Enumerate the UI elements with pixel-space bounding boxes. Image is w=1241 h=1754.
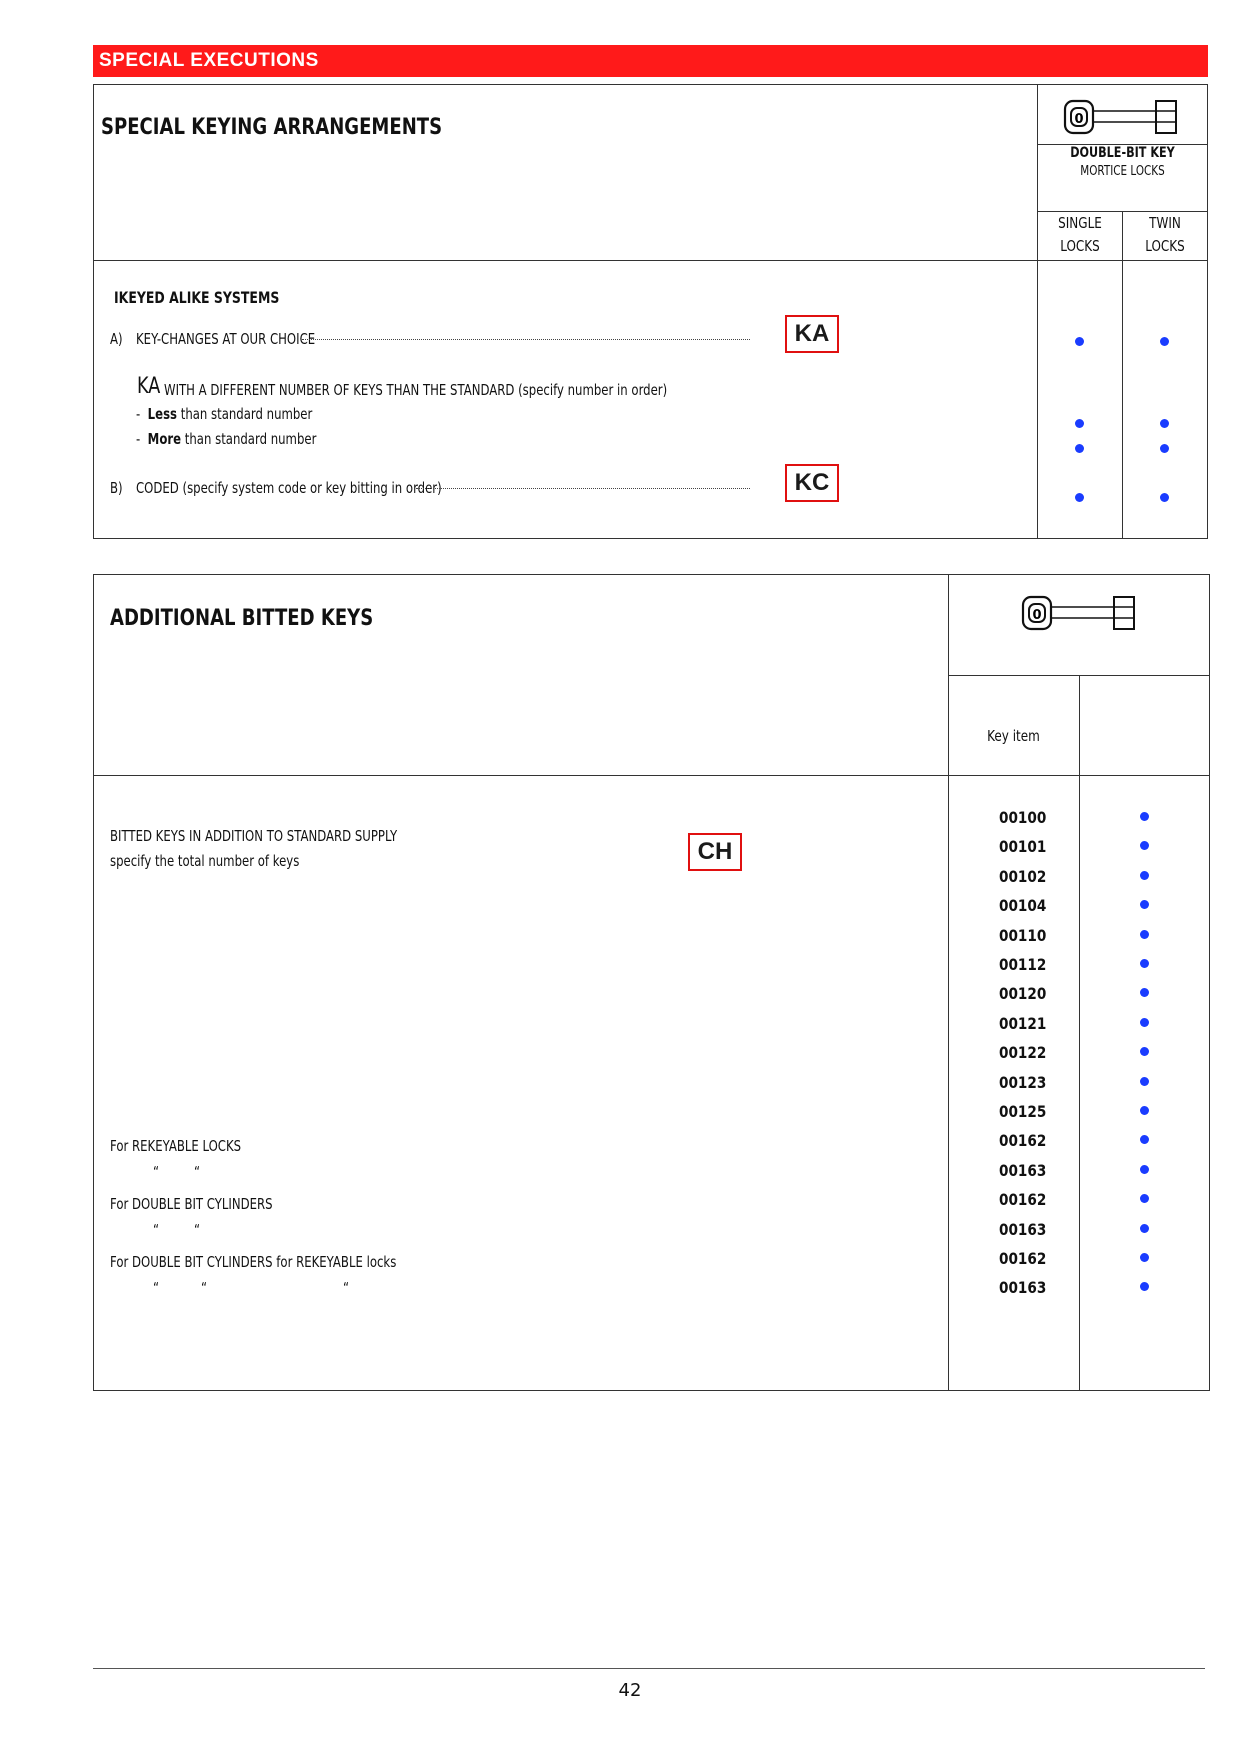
availability-dot: [1075, 419, 1084, 428]
svg-text:0: 0: [1074, 112, 1084, 127]
key-item-code: 00120: [999, 984, 1047, 1003]
footer-divider: [93, 1668, 1205, 1669]
code-box-ka: KA: [785, 315, 839, 353]
ditto-mark: “: [201, 1279, 208, 1297]
availability-dot: [1075, 337, 1084, 346]
section-title: IKEYED ALIKE SYSTEMS: [114, 288, 280, 307]
key-item-code: 00101: [999, 837, 1047, 856]
less-text: than standard number: [180, 405, 313, 423]
availability-dot: [1160, 444, 1169, 453]
ditto-mark: “: [153, 1279, 160, 1297]
ditto-mark: “: [153, 1221, 160, 1239]
availability-dot: [1140, 841, 1149, 850]
availability-dot: [1075, 444, 1084, 453]
bitted-desc-line2: specify the total number of keys: [110, 852, 300, 870]
key-type: DOUBLE-BIT KEY: [1070, 145, 1175, 161]
availability-dot: [1075, 493, 1084, 502]
availability-dot: [1140, 1282, 1149, 1291]
key-item-code: 00163: [999, 1161, 1047, 1180]
availability-dot: [1140, 812, 1149, 821]
ditto-mark: “: [194, 1221, 201, 1239]
key-type-header: [1037, 145, 1208, 179]
column-single-locks: SINGLE LOCKS: [1057, 214, 1102, 255]
double-bit-key-icon: [1062, 98, 1182, 138]
more-row: [136, 430, 316, 448]
page-number: 42: [618, 1680, 642, 1701]
less-dash: -: [136, 405, 141, 423]
availability-dot: [1140, 1077, 1149, 1086]
key-item-code: 00123: [999, 1073, 1047, 1092]
key-item-code: 00162: [999, 1190, 1047, 1209]
availability-dot: [1160, 493, 1169, 502]
row-a-leader: [302, 339, 750, 340]
availability-dot: [1140, 930, 1149, 939]
key-item-header: Key item: [987, 727, 1040, 745]
row-b-prefix: B): [110, 479, 123, 497]
ka-note-text: WITH A DIFFERENT NUMBER OF KEYS THAN THE STANDARD (specify number in order): [164, 381, 668, 399]
row-a-prefix: A): [110, 330, 123, 348]
more-text: than standard number: [184, 430, 317, 448]
double-bit-key-icon: [1020, 594, 1140, 634]
availability-dot: [1140, 1165, 1149, 1174]
key-item-code: 00112: [999, 955, 1047, 974]
key-item-code: 00100: [999, 808, 1047, 827]
key-item-code: 00125: [999, 1102, 1047, 1121]
double-bit-rekeyable-label: For DOUBLE BIT CYLINDERS for REKEYABLE locks: [110, 1253, 397, 1271]
availability-dot: [1140, 988, 1149, 997]
key-subtype: MORTICE LOCKS: [1080, 164, 1165, 179]
availability-dot: [1160, 337, 1169, 346]
ditto-mark: “: [194, 1163, 201, 1181]
ka-note: [137, 374, 166, 399]
availability-dot: [1140, 1194, 1149, 1203]
less-row: [136, 405, 312, 423]
rekeyable-label: For REKEYABLE LOCKS: [110, 1137, 242, 1155]
section-banner: SPECIAL EXECUTIONS: [93, 45, 1208, 77]
row-b-leader: [416, 488, 750, 489]
column-twin-locks: TWIN LOCKS: [1145, 214, 1185, 255]
availability-dot: [1140, 1253, 1149, 1262]
ka-note-code: KA: [137, 374, 161, 399]
key-item-code: 00163: [999, 1220, 1047, 1239]
ditto-mark: “: [153, 1163, 160, 1181]
key-item-code: 00121: [999, 1014, 1047, 1033]
availability-dot: [1140, 900, 1149, 909]
keying-title: SPECIAL KEYING ARRANGEMENTS: [101, 115, 443, 140]
key-item-code: 00162: [999, 1249, 1047, 1268]
key-item-code: 00162: [999, 1131, 1047, 1150]
more-bold: More: [147, 430, 182, 448]
availability-dot: [1140, 1106, 1149, 1115]
svg-text:0: 0: [1032, 608, 1042, 623]
bitted-keys-title: ADDITIONAL BITTED KEYS: [110, 606, 374, 631]
key-item-code: 00104: [999, 896, 1047, 915]
availability-dot: [1140, 871, 1149, 880]
availability-dot: [1140, 959, 1149, 968]
availability-dot: [1140, 1224, 1149, 1233]
row-b-text: CODED (specify system code or key bitting in order): [136, 479, 442, 497]
availability-dot: [1140, 1135, 1149, 1144]
double-bit-label: For DOUBLE BIT CYLINDERS: [110, 1195, 273, 1213]
key-item-code: 00102: [999, 867, 1047, 886]
key-item-code: 00122: [999, 1043, 1047, 1062]
row-a-text: KEY-CHANGES AT OUR CHOICE: [136, 330, 316, 348]
availability-dot: [1140, 1047, 1149, 1056]
bitted-desc-line1: BITTED KEYS IN ADDITION TO STANDARD SUPPLY: [110, 827, 398, 845]
code-box-ch: CH: [688, 833, 742, 871]
key-item-code: 00163: [999, 1278, 1047, 1297]
ditto-mark: “: [343, 1279, 350, 1297]
code-box-kc: KC: [785, 464, 839, 502]
more-dash: -: [136, 430, 141, 448]
availability-dot: [1140, 1018, 1149, 1027]
less-bold: Less: [147, 405, 177, 423]
key-item-code: 00110: [999, 926, 1047, 945]
availability-dot: [1160, 419, 1169, 428]
